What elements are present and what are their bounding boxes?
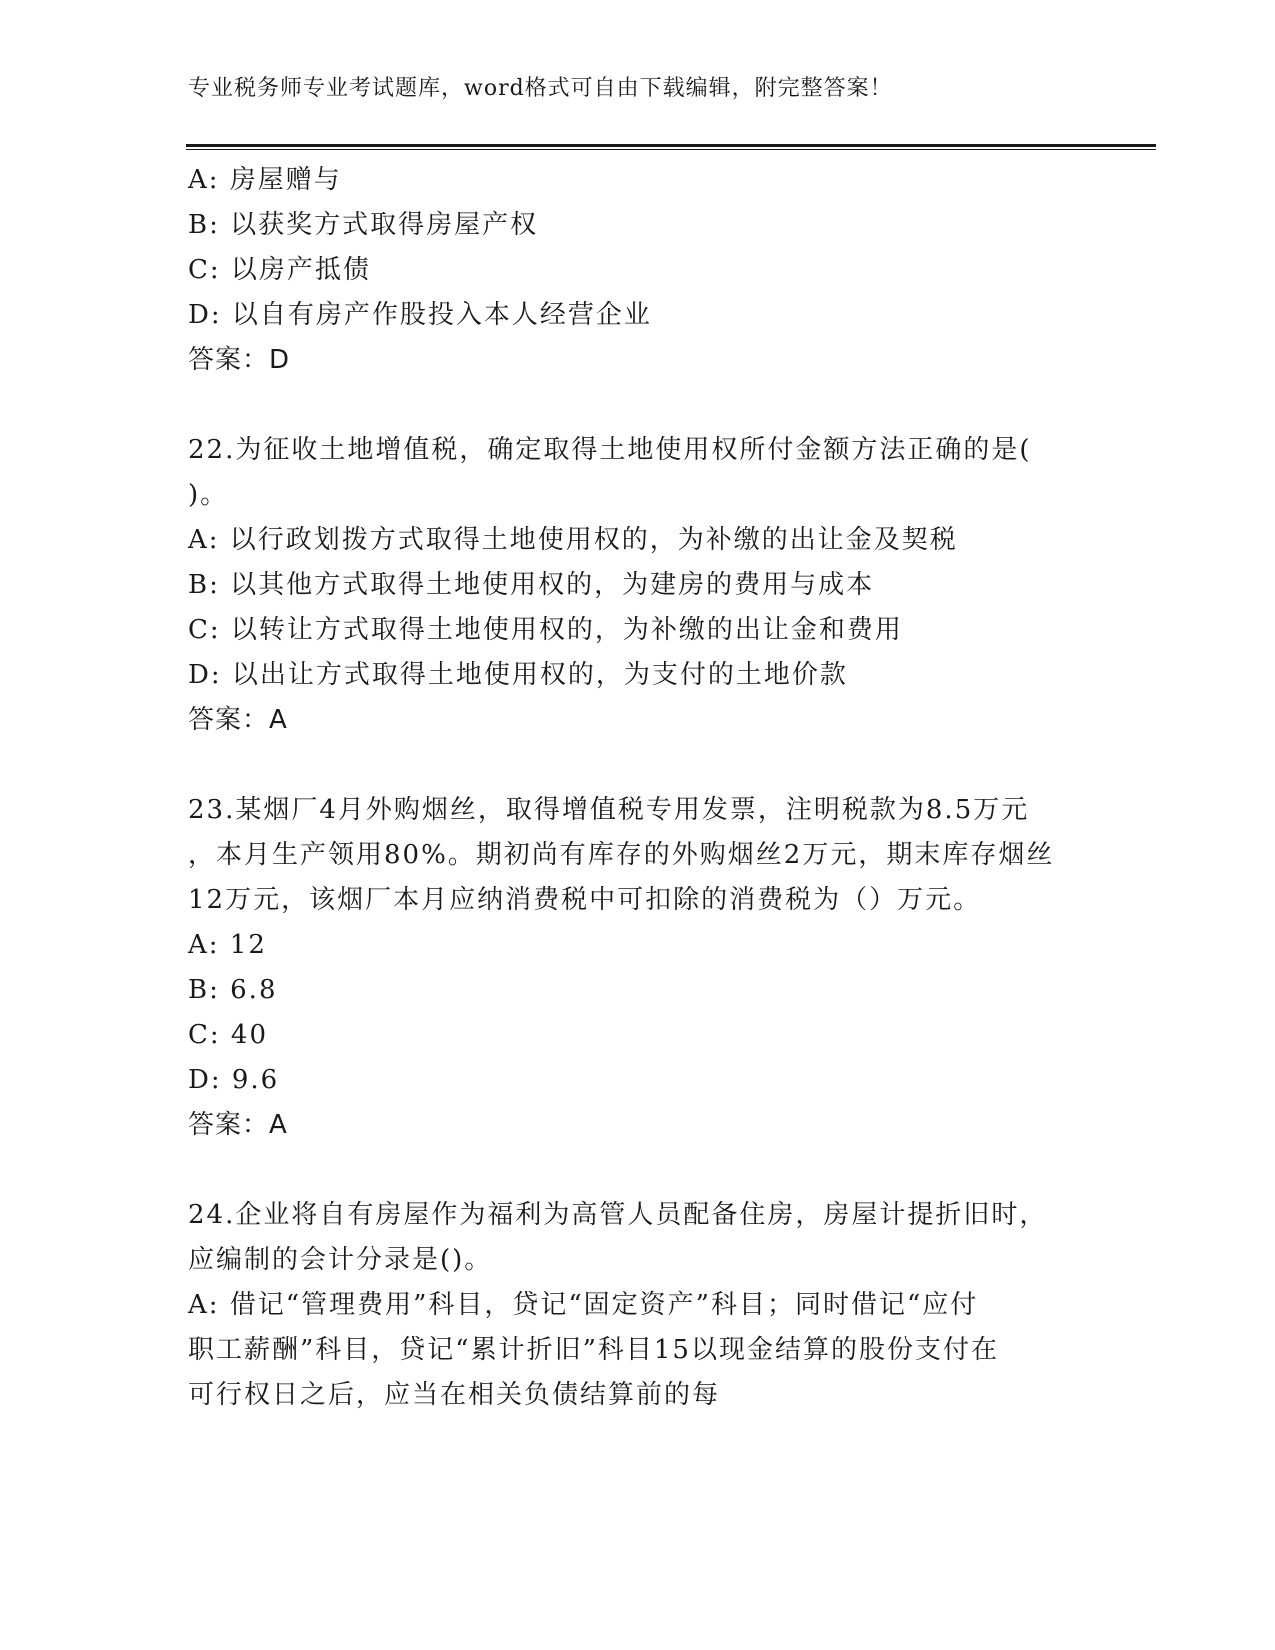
option-c: C: 以转让方式取得土地使用权的，为补缴的出让金和费用 [188, 615, 903, 645]
answer: 答案：A [188, 705, 288, 735]
question-stem-line: 22.为征收土地增值税，确定取得土地使用权所付金额方法正确的是( [188, 435, 1032, 465]
option-c: C: 以房产抵债 [188, 255, 371, 285]
option-b: B: 以获奖方式取得房屋产权 [188, 210, 539, 240]
page-header: 专业税务师专业考试题库，word格式可自由下载编辑，附完整答案！ [188, 76, 893, 101]
header-divider-thin [186, 149, 1156, 150]
question-24 [188, 1193, 1088, 1418]
question-23 [188, 788, 1088, 1148]
question-22 [188, 428, 1088, 743]
option-d: D: 以自有房产作股投入本人经营企业 [188, 300, 652, 330]
header-divider-thick [186, 144, 1156, 147]
option-a: A: 12 [188, 930, 267, 960]
question-stem-line: 应编制的会计分录是()。 [188, 1245, 493, 1275]
option-b: B: 以其他方式取得土地使用权的，为建房的费用与成本 [188, 570, 875, 600]
option-a: A: 借记“管理费用”科目，贷记“固定资产”科目；同时借记“应付 [188, 1290, 979, 1320]
option-a: A: 房屋赠与 [188, 165, 342, 195]
option-b: B: 6.8 [188, 975, 278, 1005]
question-21 [188, 158, 1088, 383]
question-stem-line: ，本月生产领用80%。期初尚有库存的外购烟丝2万元，期末库存烟丝 [188, 840, 1055, 870]
answer: 答案：A [188, 1110, 288, 1140]
question-stem-line: 12万元，该烟厂本月应纳消费税中可扣除的消费税为（）万元。 [188, 885, 982, 915]
question-stem-line: 23.某烟厂4月外购烟丝，取得增值税专用发票，注明税款为8.5万元 [188, 795, 1030, 825]
spacer [188, 743, 1088, 788]
option-a: A: 以行政划拨方式取得土地使用权的，为补缴的出让金及契税 [188, 525, 958, 555]
question-stem-line: 24.企业将自有房屋作为福利为高管人员配备住房，房屋计提折旧时， [188, 1200, 1048, 1230]
header-divider [186, 144, 1156, 150]
spacer [188, 1148, 1088, 1193]
question-list [188, 158, 1088, 1418]
option-d: D: 以出让方式取得土地使用权的，为支付的土地价款 [188, 660, 848, 690]
option-c: C: 40 [188, 1020, 269, 1050]
question-stem-line: )。 [188, 480, 229, 510]
answer: 答案：D [188, 345, 291, 375]
option-a-continued: 职工薪酬”科目，贷记“累计折旧”科目15以现金结算的股份支付在 [188, 1335, 999, 1365]
option-d: D: 9.6 [188, 1065, 280, 1095]
spacer [188, 383, 1088, 428]
option-a-continued: 可行权日之后，应当在相关负债结算前的每 [188, 1380, 721, 1410]
